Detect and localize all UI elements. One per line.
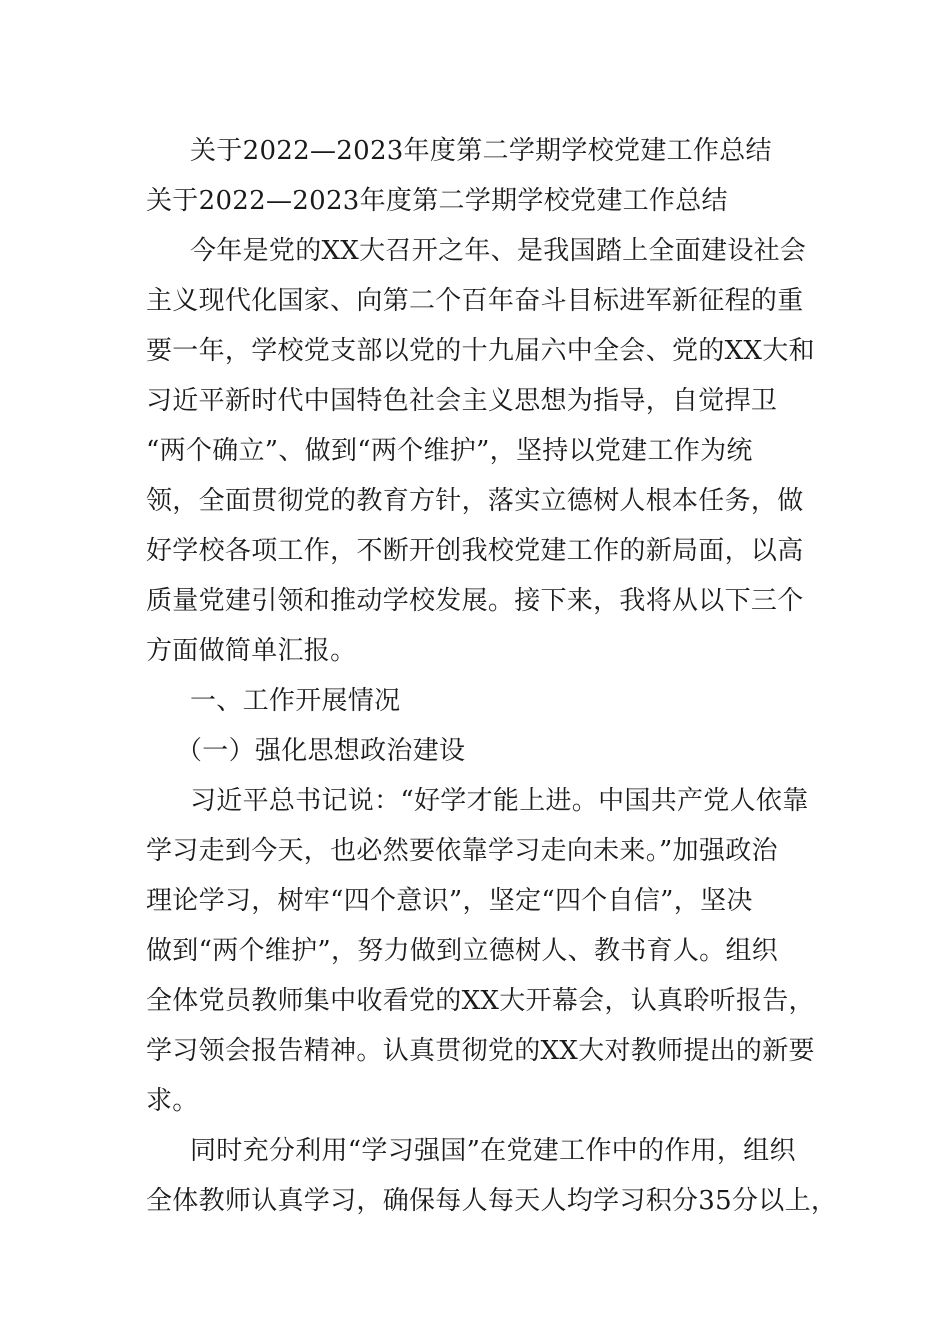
paragraph-line: 主义现代化国家、向第二个百年奋斗目标进军新征程的重 <box>146 286 804 316</box>
paragraph-line: 做到“两个维护”，努力做到立德树人、教书育人。组织 <box>146 936 779 966</box>
paragraph-line: 全体党员教师集中收看党的XX大开幕会，认真聆听报告， <box>146 986 815 1016</box>
paragraph-line: “两个确立”、做到“两个维护”，坚持以党建工作为统 <box>146 436 753 466</box>
paragraph-line: 学习走到今天，也必然要依靠学习走向未来。”加强政治 <box>146 836 778 866</box>
paragraph-line: 学习领会报告精神。认真贯彻党的XX大对教师提出的新要 <box>146 1036 815 1066</box>
paragraph-line: 方面做简单汇报。 <box>146 636 357 666</box>
section-heading: 一、工作开展情况 <box>190 686 401 716</box>
paragraph-line: 习近平总书记说：“好学才能上进。中国共产党人依靠 <box>190 786 809 816</box>
paragraph-line: 好学校各项工作，不断开创我校党建工作的新局面，以高 <box>146 536 804 566</box>
document-title: 关于2022—2023年度第二学期学校党建工作总结 <box>190 136 772 166</box>
paragraph-line: 要一年，学校党支部以党的十九届六中全会、党的XX大和 <box>146 336 815 366</box>
paragraph-line: 全体教师认真学习，确保每人每天人均学习积分35分以上， <box>146 1186 838 1216</box>
paragraph-line: 求。 <box>146 1086 199 1116</box>
document-title-repeat: 关于2022—2023年度第二学期学校党建工作总结 <box>146 186 728 216</box>
paragraph-line: 习近平新时代中国特色社会主义思想为指导，自觉捍卫 <box>146 386 778 416</box>
paragraph-line: 理论学习，树牢“四个意识”，坚定“四个自信”，坚决 <box>146 886 753 916</box>
paragraph-line: 同时充分利用“学习强国”在党建工作中的作用，组织 <box>190 1136 796 1166</box>
subsection-heading: （一）强化思想政治建设 <box>176 736 466 766</box>
paragraph-line: 领，全面贯彻党的教育方针，落实立德树人根本任务，做 <box>146 486 804 516</box>
paragraph-line: 质量党建引领和推动学校发展。接下来，我将从以下三个 <box>146 586 804 616</box>
paragraph-line: 今年是党的XX大召开之年、是我国踏上全面建设社会 <box>190 236 807 266</box>
